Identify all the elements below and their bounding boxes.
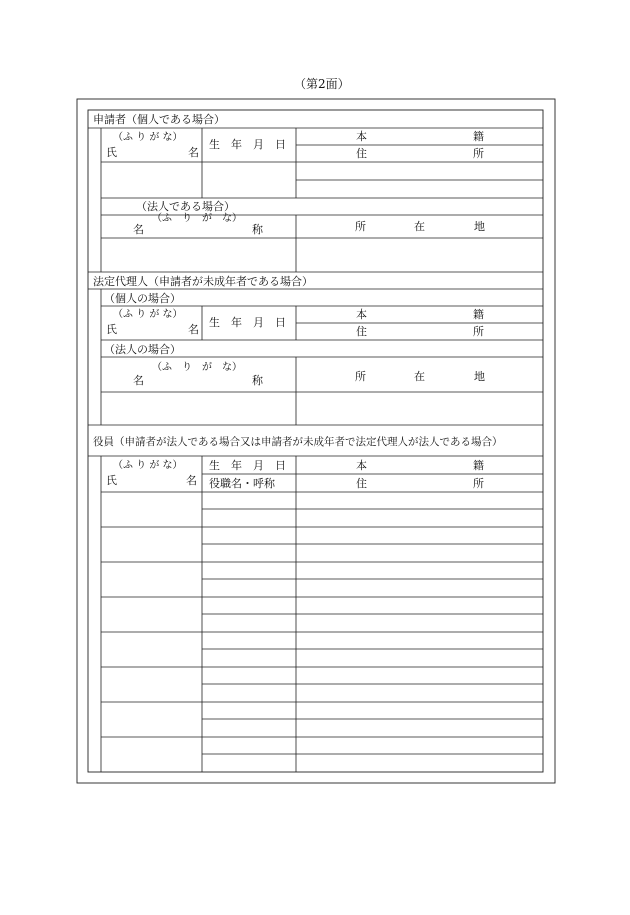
legal-rep-domicile-label-b: 籍 bbox=[473, 308, 484, 321]
officers-domicile-label-a: 本 bbox=[356, 459, 367, 472]
applicant-domicile-label-a: 本 bbox=[356, 130, 367, 143]
legal-rep-corp-name-label-a: 名 bbox=[133, 374, 144, 387]
applicant-birth-label: 生 年 月 日 bbox=[209, 138, 286, 151]
legal-rep-individual-heading: （個人の場合） bbox=[104, 292, 181, 305]
applicant-corporate-heading: （法人である場合） bbox=[136, 200, 235, 213]
applicant-corp-furigana-label: （ふ り が な） bbox=[152, 213, 242, 224]
officers-address-label-a: 住 bbox=[356, 477, 367, 490]
legal-rep-corporate-heading: （法人の場合） bbox=[104, 343, 181, 356]
legal-rep-corp-location-label-c: 地 bbox=[474, 370, 485, 383]
applicant-address-label-b: 所 bbox=[473, 147, 484, 160]
legal-rep-corp-location-label-b: 在 bbox=[414, 370, 425, 383]
applicant-heading: 申請者（個人である場合） bbox=[93, 113, 225, 126]
applicant-corp-location-label-c: 地 bbox=[474, 220, 485, 233]
page-label: （第2面） bbox=[294, 77, 350, 91]
legal-rep-name-label-b: 名 bbox=[188, 323, 199, 336]
legal-rep-name-label-a: 氏 bbox=[106, 323, 117, 336]
legal-rep-address-label-b: 所 bbox=[473, 325, 484, 338]
officers-birth-label: 生 年 月 日 bbox=[209, 459, 286, 472]
applicant-corp-location-label-b: 在 bbox=[414, 220, 425, 233]
legal-rep-domicile-label-a: 本 bbox=[356, 308, 367, 321]
officers-heading: 役員（申請者が法人である場合又は申請者が未成年者で法定代理人が法人である場合） bbox=[93, 436, 503, 448]
applicant-corp-name-label-b: 称 bbox=[252, 223, 263, 236]
officers-furigana-label: （ふ り が な） bbox=[113, 460, 183, 471]
legal-rep-corp-name-label-b: 称 bbox=[252, 374, 263, 387]
applicant-corp-name-label-a: 名 bbox=[133, 223, 144, 236]
legal-rep-address-label-a: 住 bbox=[356, 325, 367, 338]
officers-domicile-label-b: 籍 bbox=[473, 459, 484, 472]
legal-rep-furigana-label: （ふ り が な） bbox=[113, 309, 183, 320]
applicant-name-label-a: 氏 bbox=[106, 146, 117, 159]
officers-address-label-b: 所 bbox=[473, 477, 484, 490]
legal-rep-corp-furigana-label: （ふ り が な） bbox=[152, 362, 242, 373]
officers-title-label: 役職名・呼称 bbox=[209, 477, 275, 490]
officers-name-label-a: 氏 bbox=[106, 474, 117, 487]
legal-rep-corp-location-label-a: 所 bbox=[355, 370, 366, 383]
legal-rep-birth-label: 生 年 月 日 bbox=[209, 316, 286, 329]
applicant-name-label-b: 名 bbox=[188, 146, 199, 159]
applicant-domicile-label-b: 籍 bbox=[473, 130, 484, 143]
applicant-address-label-a: 住 bbox=[356, 147, 367, 160]
legal-rep-heading: 法定代理人（申請者が未成年者である場合） bbox=[93, 275, 313, 288]
officers-name-label-b: 名 bbox=[186, 474, 197, 487]
applicant-corp-location-label-a: 所 bbox=[355, 220, 366, 233]
applicant-furigana-label: （ふ り が な） bbox=[113, 132, 183, 143]
